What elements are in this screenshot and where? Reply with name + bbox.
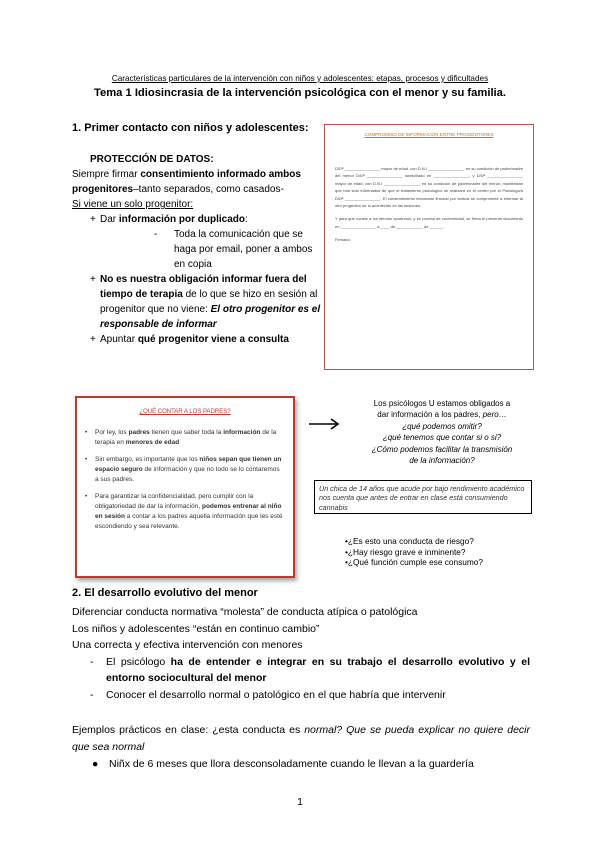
section-2-heading: 2. El desarrollo evolutivo del menor xyxy=(72,587,258,599)
document-title: Tema 1 Idiosincrasia de la intervención psicológica con el menor y su familia. xyxy=(93,87,506,99)
list-item: •¿Es esto una conducta de riesgo? xyxy=(345,536,474,546)
arrow-right-icon xyxy=(308,418,340,430)
case-example-box: Un chica de 14 años que acude por bajo rendimiento académico nos cuenta que antes de entrar en clase está consumiendo cannabis xyxy=(314,480,532,514)
list-item: • Para garantizar la confidencialidad, pero cumplir con la obligatoriedad de dar la información, podemos entrenar al niño en sesión a contar a los padres aquella información que les esté escondiendo y sea relevante. xyxy=(85,493,283,530)
page-number: 1 xyxy=(297,796,303,808)
list-subitem: - Toda la comunicación que se haga por email, poner a ambos en copia xyxy=(154,229,313,270)
list-item: + Dar información por duplicado: xyxy=(90,214,248,225)
list-item: - El psicólogo ha de entender e integrar en su trabajo el desarrollo evolutivo y el entorno sociocultural del menor xyxy=(90,655,530,684)
padres-box-title: ¿QUÉ CONTAR A LOS PADRES? xyxy=(139,409,231,415)
list-item: - Conocer el desarrollo normal o patológico en el que habría que intervenir xyxy=(90,688,446,701)
list-item: •¿Hay riesgo grave e inminente? xyxy=(345,546,466,557)
document-subtitle: Características particulares de la intervención con niños y adolescentes: etapas, procesos y dificultades xyxy=(111,74,489,83)
risk-questions xyxy=(345,536,483,568)
solo-progenitor-label: Si viene un solo progenitor: xyxy=(72,199,194,210)
list-item: + No es nuestra obligación informar fuera del tiempo de terapia de lo que se hizo en sesión al progenitor que no viene: El otro progenitor es el responsable de informar xyxy=(90,274,321,330)
que-contar-padres-box xyxy=(75,396,295,578)
psychologists-questions: Los psicólogos U estamos obligados a dar información a los padres, pero… ¿qué podemos omitir? ¿qué tenemos que contar si o si? ¿Cómo podemos facilitar la transmisión de la información? xyxy=(371,399,513,466)
proteccion-heading: PROTECCIÓN DE DATOS: xyxy=(90,154,214,165)
form-body: D/Dª ________________ mayor de edad, con D.N.I ________________, en su condición de padre/madre del menor D/Dª ________________ domiciliado en ________________, y D/Dª ________________ mayor de edad, con D.N.I ________________, en su condición de padre/madre del menor, manifiestan que han sido informados de que el tratamiento psicológico se realizará en el centro por el Psicólogo/a D/Dª ________________. El consentimiento informado firmado por ambos se compromete a informar al otro progenitor de lo acontecido en las sesiones. Y para que conste a los efectos oportunos, y en prueba de conformidad, se firma el presente documento en ________________ a ____ de ____________ de ______. Firmado: xyxy=(335,166,523,243)
section-2-body: Diferenciar conducta normativa “molesta” de conducta atípica o patológica Los niños y adolescentes “están en continuo cambio” Una correcta y efectiva intervención con menores - El psicólogo ha de entender e integrar en su trabajo el desarrollo evolutivo y el entorno sociocultural del menor - Conocer el desarrollo normal o patológico en el que habría que intervenir xyxy=(72,604,530,703)
list-item: ● Niñx de 6 meses que llora desconsoladamente cuando le llevan a la guardería xyxy=(92,758,474,770)
consent-form-image xyxy=(324,124,534,370)
list-item: • Por ley, los padres tienen que saber toda la información de la terapia en menores de edad xyxy=(85,429,277,446)
data-protection-text xyxy=(72,152,322,347)
firmar-paragraph: Siempre firmar consentimiento informado ambos progenitores–tanto separados, como casados- xyxy=(72,169,301,195)
ejemplos-paragraph: Ejemplos prácticos en clase: ¿esta conducta es normal? Que se pueda explicar no quiere decir que sea normal xyxy=(72,724,530,753)
section-1-heading: 1. Primer contacto con niños y adolescentes: xyxy=(72,122,309,134)
list-item: • Sin embargo, es importante que los niños sepan que tienen un espacio seguro de información y que no todo se lo contaremos a sus padres. xyxy=(85,456,282,483)
form-title: COMPROMISO DE INFORMACIÓN ENTRE PROGENITORES xyxy=(364,132,494,137)
list-item: + Apuntar qué progenitor viene a consulta xyxy=(90,334,289,345)
list-item: •¿Qué función cumple ese consumo? xyxy=(345,557,484,568)
padres-list xyxy=(85,428,285,539)
